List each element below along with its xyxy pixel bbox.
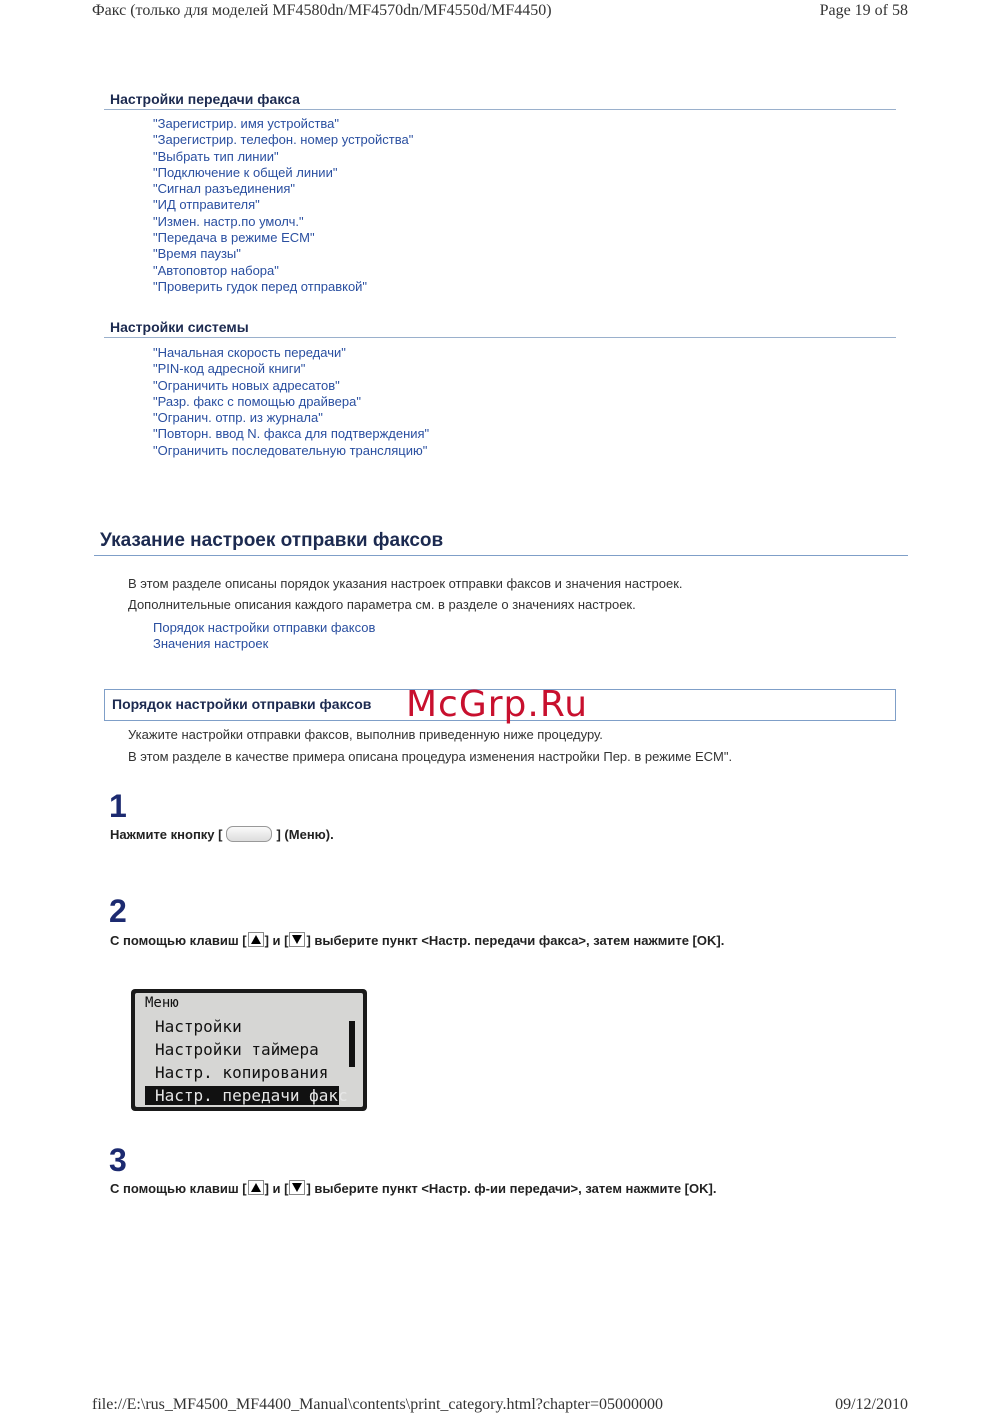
lcd-display [131, 989, 367, 1111]
step-3-text-b: ] и [ [264, 1181, 289, 1196]
step-3-text-c: ] выберите пункт <Настр. ф-ии передачи>, затем нажмите [OK]. [306, 1181, 717, 1196]
fax-send-settings-title: Настройки передачи факса [104, 91, 896, 110]
list-item[interactable]: "Подключение к общей линии" [153, 164, 338, 180]
step-1-text-before: Нажмите кнопку [ [110, 827, 223, 842]
step-3-number: 3 [109, 1142, 127, 1178]
footer-path: file://E:\rus_MF4500_MF4400_Manual\contents\print_category.html?chapter=05000000 [92, 1396, 664, 1413]
watermark: McGrp.Ru [406, 684, 589, 725]
header-title: Факс (только для моделей MF4580dn/MF4570dn/MF4550d/MF4450) [92, 2, 552, 19]
lcd-item: Настройки [155, 1017, 242, 1036]
down-arrow-key-icon [289, 932, 305, 947]
list-item[interactable]: "ИД отправителя" [153, 197, 260, 213]
list-item[interactable]: "Ограничить новых адресатов" [153, 377, 340, 393]
fax-send-settings-list [153, 116, 413, 295]
list-item[interactable]: "Проверить гудок перед отправкой" [153, 278, 368, 294]
lcd-screen [135, 993, 363, 1107]
list-item[interactable]: "Выбрать тип линии" [153, 148, 279, 164]
procedure-paragraph-1: Укажите настройки отправки факсов, выполнив приведенную ниже процедуру. [128, 727, 603, 742]
lcd-item: Настройки таймера [155, 1040, 319, 1059]
step-1-text [110, 826, 334, 842]
lcd-scrollbar [349, 1021, 355, 1067]
list-item[interactable]: "Начальная скорость передачи" [153, 345, 346, 360]
up-arrow-key-icon [248, 932, 264, 947]
lcd-title: Меню [145, 995, 179, 1011]
footer-date: 09/12/2010 [835, 1396, 908, 1413]
list-item[interactable]: "Измен. настр.по умолч." [153, 213, 304, 229]
main-paragraph-2: Дополнительные описания каждого параметра см. в разделе о значениях настроек. [128, 597, 636, 612]
system-settings-list [153, 345, 429, 459]
step-2-text-c: ] выберите пункт <Настр. передачи факса>, затем нажмите [OK]. [306, 933, 725, 948]
list-item[interactable]: "Время паузы" [153, 246, 241, 262]
step-1-number: 1 [109, 788, 127, 824]
list-item[interactable]: "Автоповтор набора" [153, 262, 279, 278]
system-settings-title: Настройки системы [104, 319, 896, 338]
list-item[interactable]: "PIN-код адресной книги" [153, 361, 306, 377]
main-links [153, 620, 375, 653]
list-item[interactable]: "Разр. факс с помощью драйвера" [153, 393, 361, 409]
link-procedure[interactable]: Порядок настройки отправки факсов [153, 620, 376, 635]
step-2-text-b: ] и [ [264, 933, 289, 948]
step-2-text-a: С помощью клавиш [ [110, 933, 247, 948]
step-3-text-a: С помощью клавиш [ [110, 1181, 247, 1196]
step-1-text-after: ] (Меню). [276, 827, 334, 842]
lcd-item-selected: Настр. передачи факс [145, 1086, 339, 1105]
step-3-text [110, 1180, 716, 1196]
list-item[interactable]: "Передача в режиме ECM" [153, 230, 315, 246]
menu-button-icon [226, 826, 272, 842]
down-arrow-key-icon [289, 1180, 305, 1195]
lcd-item: Настр. копирования [155, 1063, 329, 1082]
up-arrow-key-icon [248, 1180, 264, 1195]
main-heading: Указание настроек отправки факсов [94, 530, 908, 556]
list-item[interactable]: "Ограничить последовательную трансляцию" [153, 442, 428, 458]
list-item[interactable]: "Зарегистрир. имя устройства" [153, 116, 339, 131]
list-item[interactable]: "Огранич. отпр. из журнала" [153, 410, 323, 426]
step-2-number: 2 [109, 893, 127, 929]
page-number: Page 19 of 58 [819, 2, 908, 19]
list-item[interactable]: "Зарегистрир. телефон. номер устройства" [153, 132, 414, 148]
main-paragraph-1: В этом разделе описаны порядок указания настроек отправки факсов и значения настроек. [128, 576, 683, 591]
list-item[interactable]: "Повторн. ввод N. факса для подтверждения" [153, 426, 430, 442]
procedure-title: Порядок настройки отправки факсов [104, 689, 896, 721]
list-item[interactable]: "Сигнал разъединения" [153, 181, 296, 197]
step-2-text [110, 932, 724, 948]
link-values[interactable]: Значения настроек [153, 636, 269, 652]
procedure-paragraph-2: В этом разделе в качестве примера описана процедура изменения настройки Пер. в режиме ECM". [128, 749, 733, 764]
